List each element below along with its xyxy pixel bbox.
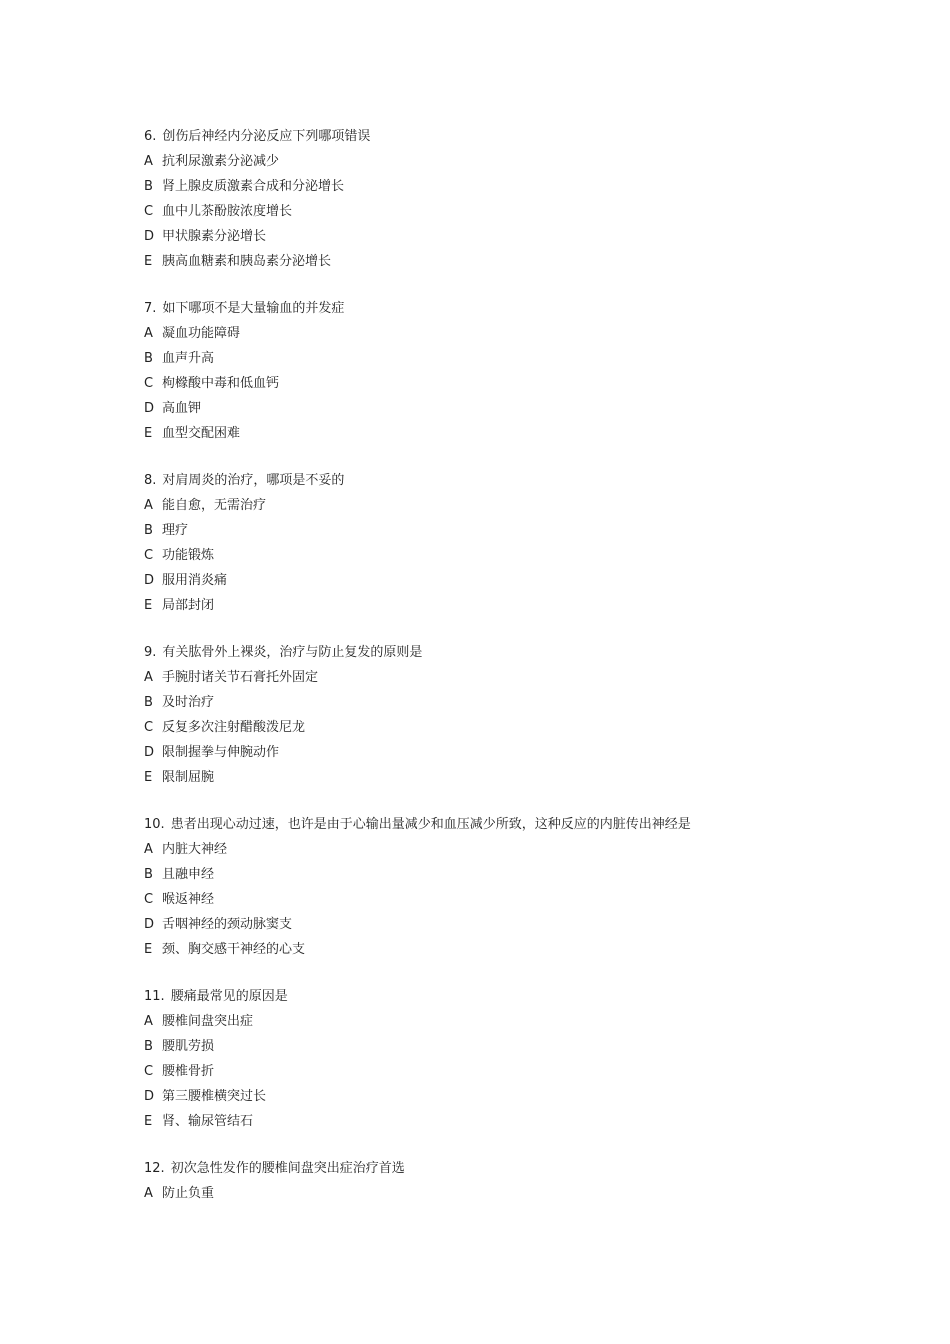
question-text: 患者出现心动过速，也许是由于心输出量减少和血压减少所致，这种反应的内脏传出神经是 [170, 817, 691, 832]
option-letter: C [144, 720, 154, 735]
option-text: 血声升高 [162, 351, 215, 366]
question-block [144, 1156, 844, 1206]
option-letter: E [144, 942, 153, 957]
question-block [144, 640, 844, 790]
answer-option [144, 1084, 844, 1109]
answer-option [144, 174, 844, 199]
option-letter: E [144, 426, 153, 441]
option-letter: C [144, 548, 154, 563]
answer-option [144, 249, 844, 274]
answer-option [144, 593, 844, 618]
answer-option [144, 518, 844, 543]
answer-option [144, 1109, 844, 1134]
option-letter: B [144, 179, 153, 194]
option-letter: A [144, 154, 153, 169]
answer-option [144, 887, 844, 912]
option-letter: D [144, 573, 155, 588]
question-text: 创伤后神经内分泌反应下列哪项错误 [162, 129, 371, 144]
option-letter: B [144, 1039, 153, 1054]
option-letter: E [144, 598, 153, 613]
question-list [144, 124, 844, 1228]
option-text: 甲状腺素分泌增长 [162, 229, 267, 244]
option-letter: B [144, 867, 153, 882]
option-letter: B [144, 351, 153, 366]
question-text: 腰痛最常见的原因是 [170, 989, 288, 1004]
option-letter: B [144, 695, 153, 710]
option-text: 腰肌劳损 [162, 1039, 215, 1054]
option-text: 服用消炎痛 [162, 573, 228, 588]
question-number: 10. [144, 817, 165, 832]
option-letter: C [144, 1064, 154, 1079]
option-text: 能自愈，无需治疗 [162, 498, 267, 513]
answer-option [144, 765, 844, 790]
answer-option [144, 371, 844, 396]
option-text: 高血钾 [162, 401, 202, 416]
option-text: 颈、胸交感干神经的心支 [162, 942, 306, 957]
answer-option [144, 862, 844, 887]
option-text: 肾、输尿管结石 [162, 1114, 254, 1129]
answer-option [144, 421, 844, 446]
answer-option [144, 1181, 844, 1206]
answer-option [144, 568, 844, 593]
option-letter: D [144, 917, 155, 932]
question-stem [144, 296, 844, 321]
question-number: 8. [144, 473, 157, 488]
option-text: 及时治疗 [162, 695, 215, 710]
option-text: 且融申经 [162, 867, 215, 882]
answer-option [144, 740, 844, 765]
question-block [144, 296, 844, 446]
option-text: 喉返神经 [162, 892, 215, 907]
option-text: 凝血功能障碍 [162, 326, 241, 341]
question-text: 对肩周炎的治疗，哪项是不妥的 [162, 473, 345, 488]
option-letter: C [144, 376, 154, 391]
option-text: 舌咽神经的颈动脉窦支 [162, 917, 293, 932]
option-letter: A [144, 498, 153, 513]
option-text: 胰高血糖素和胰岛素分泌增长 [162, 254, 332, 269]
option-letter: A [144, 1186, 153, 1201]
option-letter: A [144, 326, 153, 341]
option-letter: C [144, 892, 154, 907]
question-number: 11. [144, 989, 165, 1004]
option-letter: D [144, 229, 155, 244]
option-text: 反复多次注射醋酸泼尼龙 [162, 720, 306, 735]
option-letter: D [144, 401, 155, 416]
question-stem [144, 124, 844, 149]
answer-option [144, 690, 844, 715]
option-text: 腰椎间盘突出症 [162, 1014, 254, 1029]
option-text: 血中儿茶酚胺浓度增长 [162, 204, 293, 219]
answer-option [144, 837, 844, 862]
question-stem [144, 984, 844, 1009]
question-number: 9. [144, 645, 157, 660]
answer-option [144, 1009, 844, 1034]
answer-option [144, 149, 844, 174]
answer-option [144, 665, 844, 690]
answer-option [144, 715, 844, 740]
option-letter: C [144, 204, 154, 219]
answer-option [144, 1059, 844, 1084]
option-text: 腰椎骨折 [162, 1064, 215, 1079]
option-letter: E [144, 254, 153, 269]
answer-option [144, 937, 844, 962]
option-letter: A [144, 1014, 153, 1029]
answer-option [144, 912, 844, 937]
question-stem [144, 468, 844, 493]
answer-option [144, 396, 844, 421]
question-block [144, 812, 844, 962]
question-number: 7. [144, 301, 157, 316]
option-letter: E [144, 1114, 153, 1129]
question-text: 初次急性发作的腰椎间盘突出症治疗首选 [170, 1161, 405, 1176]
option-text: 防止负重 [162, 1186, 215, 1201]
option-text: 抗利尿激素分泌减少 [162, 154, 280, 169]
option-text: 理疗 [162, 523, 189, 538]
answer-option [144, 224, 844, 249]
option-letter: A [144, 842, 153, 857]
question-number: 12. [144, 1161, 165, 1176]
answer-option [144, 321, 844, 346]
option-text: 限制屈腕 [162, 770, 215, 785]
answer-option [144, 493, 844, 518]
question-block [144, 468, 844, 618]
question-stem [144, 812, 844, 837]
answer-option [144, 346, 844, 371]
option-text: 内脏大神经 [162, 842, 228, 857]
option-letter: B [144, 523, 153, 538]
answer-option [144, 1034, 844, 1059]
answer-option [144, 543, 844, 568]
option-text: 血型交配困难 [162, 426, 241, 441]
question-text: 如下哪项不是大量输血的并发症 [162, 301, 345, 316]
option-text: 手腕肘诸关节石膏托外固定 [162, 670, 319, 685]
option-text: 限制握拳与伸腕动作 [162, 745, 280, 760]
question-block [144, 124, 844, 274]
question-stem [144, 1156, 844, 1181]
option-text: 局部封闭 [162, 598, 215, 613]
option-letter: D [144, 745, 155, 760]
option-letter: E [144, 770, 153, 785]
answer-option [144, 199, 844, 224]
option-text: 枸橼酸中毒和低血钙 [162, 376, 280, 391]
option-text: 功能锻炼 [162, 548, 215, 563]
question-text: 有关肱骨外上裸炎，治疗与防止复发的原则是 [162, 645, 423, 660]
option-text: 第三腰椎横突过长 [162, 1089, 267, 1104]
question-block [144, 984, 844, 1134]
option-letter: A [144, 670, 153, 685]
question-number: 6. [144, 129, 157, 144]
question-stem [144, 640, 844, 665]
option-letter: D [144, 1089, 155, 1104]
option-text: 肾上腺皮质激素合成和分泌增长 [162, 179, 345, 194]
